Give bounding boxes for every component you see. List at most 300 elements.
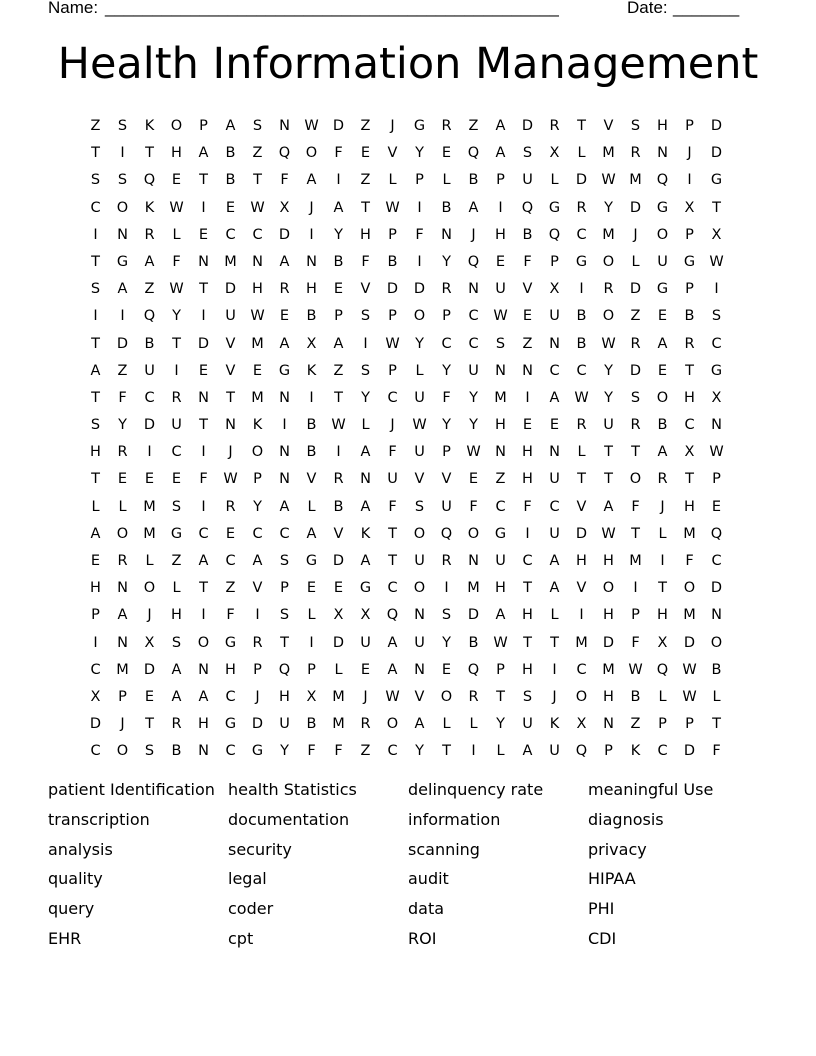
grid-cell[interactable]: H (252, 281, 263, 298)
grid-cell[interactable]: B (441, 199, 452, 216)
grid-cell[interactable]: G (656, 199, 669, 216)
grid-cell[interactable]: I (147, 444, 152, 461)
grid-cell[interactable]: C (684, 417, 695, 434)
grid-cell[interactable]: W (250, 308, 265, 325)
grid-cell[interactable]: L (496, 743, 505, 760)
grid-cell[interactable]: O (656, 226, 669, 243)
grid-cell[interactable]: T (685, 362, 694, 379)
grid-cell[interactable]: E (90, 553, 101, 569)
grid-cell[interactable]: I (93, 634, 98, 651)
grid-cell[interactable]: A (171, 688, 182, 705)
grid-cell[interactable]: U (360, 634, 371, 651)
grid-cell[interactable]: W (331, 417, 346, 434)
grid-cell[interactable]: P (388, 362, 397, 379)
grid-cell[interactable]: O (656, 389, 669, 406)
grid-cell[interactable]: N (198, 253, 209, 270)
grid-cell[interactable]: B (306, 417, 317, 434)
grid-cell[interactable]: E (225, 199, 236, 216)
grid-cell[interactable]: N (198, 389, 209, 406)
grid-cell[interactable]: L (658, 688, 667, 705)
grid-cell[interactable]: A (252, 553, 263, 569)
grid-cell[interactable]: P (253, 661, 262, 678)
grid-cell[interactable]: S (630, 389, 641, 406)
grid-cell[interactable]: Q (467, 661, 480, 678)
grid-cell[interactable]: X (333, 607, 344, 624)
grid-cell[interactable]: D (143, 417, 156, 434)
grid-cell[interactable]: C (198, 525, 209, 542)
grid-cell[interactable]: B (306, 716, 317, 733)
grid-cell[interactable]: T (388, 525, 397, 542)
grid-cell[interactable]: V (387, 145, 398, 162)
grid-cell[interactable]: X (144, 634, 155, 651)
grid-cell[interactable]: T (91, 471, 100, 488)
grid-cell[interactable]: R (684, 335, 695, 352)
grid-cell[interactable]: W (385, 335, 400, 352)
grid-cell[interactable]: I (93, 308, 98, 325)
grid-cell[interactable]: C (90, 661, 101, 678)
grid-cell[interactable]: U (603, 417, 614, 434)
grid-cell[interactable]: D (143, 661, 156, 678)
grid-cell[interactable]: W (493, 308, 508, 325)
grid-cell[interactable]: M (224, 253, 237, 270)
grid-cell[interactable]: A (306, 525, 317, 542)
grid-cell[interactable]: I (660, 553, 665, 569)
grid-cell[interactable]: R (630, 145, 641, 162)
grid-cell[interactable]: M (143, 525, 156, 542)
grid-cell[interactable]: H (279, 688, 290, 705)
grid-cell[interactable]: C (252, 525, 263, 542)
grid-cell[interactable]: F (388, 498, 397, 515)
grid-cell[interactable]: R (117, 444, 128, 461)
grid-cell[interactable]: M (251, 389, 264, 406)
grid-cell[interactable]: Z (117, 362, 128, 379)
grid-cell[interactable]: S (90, 417, 101, 434)
grid-cell[interactable]: T (199, 417, 208, 434)
grid-cell[interactable]: D (683, 634, 696, 651)
grid-cell[interactable]: A (117, 281, 128, 298)
grid-cell[interactable]: C (549, 498, 560, 515)
grid-cell[interactable]: D (575, 525, 588, 542)
grid-cell[interactable]: H (657, 607, 668, 624)
grid-cell[interactable]: T (172, 335, 181, 352)
grid-cell[interactable]: E (333, 580, 344, 597)
grid-cell[interactable]: B (333, 498, 344, 515)
grid-cell[interactable]: A (657, 444, 668, 461)
grid-cell[interactable]: W (601, 525, 616, 542)
grid-cell[interactable]: C (468, 335, 479, 352)
grid-cell[interactable]: C (576, 362, 587, 379)
grid-cell[interactable]: S (117, 118, 128, 134)
grid-cell[interactable]: O (116, 525, 129, 542)
grid-cell[interactable]: H (522, 661, 533, 678)
grid-cell[interactable]: D (332, 553, 345, 569)
grid-cell[interactable]: A (198, 553, 209, 569)
grid-cell[interactable]: M (332, 716, 345, 733)
grid-cell[interactable]: B (522, 226, 533, 243)
grid-cell[interactable]: J (309, 199, 314, 216)
grid-cell[interactable]: I (633, 580, 638, 597)
grid-cell[interactable]: A (360, 498, 371, 515)
name-field[interactable]: ________________________________________________ (105, 0, 559, 17)
grid-cell[interactable]: M (494, 389, 507, 406)
grid-cell[interactable]: I (120, 308, 125, 325)
grid-cell[interactable]: Z (360, 743, 371, 760)
grid-cell[interactable]: C (225, 743, 236, 760)
date-field[interactable]: _______ (673, 0, 740, 17)
grid-cell[interactable]: J (120, 716, 125, 733)
grid-cell[interactable]: C (225, 553, 236, 569)
grid-cell[interactable]: H (90, 580, 101, 597)
grid-cell[interactable]: P (442, 308, 451, 325)
grid-cell[interactable]: T (145, 716, 154, 733)
grid-cell[interactable]: F (334, 145, 343, 162)
grid-cell[interactable]: D (629, 199, 642, 216)
grid-cell[interactable]: L (577, 444, 586, 461)
grid-cell[interactable]: T (199, 580, 208, 597)
grid-cell[interactable]: D (710, 580, 723, 597)
grid-cell[interactable]: Y (496, 716, 505, 733)
grid-cell[interactable]: D (467, 607, 480, 624)
grid-cell[interactable]: C (252, 226, 263, 243)
grid-cell[interactable]: E (360, 661, 371, 678)
grid-cell[interactable]: G (548, 199, 561, 216)
grid-cell[interactable]: A (360, 553, 371, 569)
grid-cell[interactable]: M (332, 688, 345, 705)
grid-cell[interactable]: L (550, 607, 559, 624)
grid-cell[interactable]: D (332, 118, 345, 134)
grid-cell[interactable]: W (601, 335, 616, 352)
grid-cell[interactable]: V (522, 281, 533, 298)
grid-cell[interactable]: A (90, 362, 101, 379)
grid-cell[interactable]: T (604, 444, 613, 461)
grid-cell[interactable]: T (253, 172, 262, 189)
grid-cell[interactable]: B (144, 335, 155, 352)
grid-cell[interactable]: C (90, 743, 101, 760)
grid-cell[interactable]: A (279, 335, 290, 352)
grid-cell[interactable]: V (576, 498, 587, 515)
grid-cell[interactable]: N (495, 444, 506, 461)
grid-cell[interactable]: L (172, 580, 181, 597)
grid-cell[interactable]: G (710, 362, 723, 379)
grid-cell[interactable]: U (171, 417, 182, 434)
grid-cell[interactable]: G (305, 553, 318, 569)
grid-cell[interactable]: F (172, 253, 181, 270)
grid-cell[interactable]: K (630, 743, 641, 760)
grid-cell[interactable]: X (684, 199, 695, 216)
grid-cell[interactable]: I (309, 389, 314, 406)
grid-cell[interactable]: D (386, 281, 399, 298)
grid-cell[interactable]: Z (630, 716, 641, 733)
grid-cell[interactable]: Z (630, 308, 641, 325)
grid-cell[interactable]: F (334, 743, 343, 760)
grid-cell[interactable]: F (631, 634, 640, 651)
grid-cell[interactable]: B (333, 253, 344, 270)
grid-cell[interactable]: H (495, 226, 506, 243)
grid-cell[interactable]: O (413, 308, 426, 325)
grid-cell[interactable]: Q (710, 525, 723, 542)
grid-cell[interactable]: N (198, 743, 209, 760)
grid-cell[interactable]: F (118, 389, 127, 406)
grid-cell[interactable]: N (711, 417, 722, 434)
grid-cell[interactable]: O (143, 580, 156, 597)
grid-cell[interactable]: F (442, 389, 451, 406)
grid-cell[interactable]: U (144, 362, 155, 379)
grid-cell[interactable]: N (468, 281, 479, 298)
grid-cell[interactable]: P (685, 281, 694, 298)
grid-cell[interactable]: K (144, 199, 155, 216)
grid-cell[interactable]: S (414, 498, 425, 515)
grid-cell[interactable]: P (307, 661, 316, 678)
grid-cell[interactable]: E (468, 471, 479, 488)
grid-cell[interactable]: U (414, 444, 425, 461)
grid-cell[interactable]: N (279, 389, 290, 406)
grid-cell[interactable]: B (630, 688, 641, 705)
grid-cell[interactable]: B (657, 417, 668, 434)
grid-cell[interactable]: B (576, 335, 587, 352)
grid-cell[interactable]: E (657, 308, 668, 325)
grid-cell[interactable]: L (658, 525, 667, 542)
grid-cell[interactable]: A (198, 688, 209, 705)
grid-cell[interactable]: P (604, 743, 613, 760)
grid-cell[interactable]: P (91, 607, 100, 624)
grid-cell[interactable]: O (440, 688, 453, 705)
grid-cell[interactable]: W (493, 634, 508, 651)
grid-cell[interactable]: U (549, 471, 560, 488)
grid-cell[interactable]: H (495, 580, 506, 597)
grid-cell[interactable]: R (252, 634, 263, 651)
grid-cell[interactable]: A (549, 389, 560, 406)
grid-cell[interactable]: B (225, 145, 236, 162)
grid-cell[interactable]: C (576, 226, 587, 243)
grid-cell[interactable]: S (279, 553, 290, 569)
grid-cell[interactable]: X (657, 634, 668, 651)
grid-cell[interactable]: N (495, 362, 506, 379)
grid-cell[interactable]: F (388, 444, 397, 461)
grid-cell[interactable]: B (387, 253, 398, 270)
grid-cell[interactable]: P (334, 308, 343, 325)
grid-cell[interactable]: S (171, 498, 182, 515)
grid-cell[interactable]: L (361, 417, 370, 434)
grid-cell[interactable]: P (550, 253, 559, 270)
grid-cell[interactable]: Y (415, 145, 424, 162)
grid-cell[interactable]: M (629, 172, 642, 189)
grid-cell[interactable]: E (522, 308, 533, 325)
grid-cell[interactable]: A (468, 199, 479, 216)
grid-cell[interactable]: G (278, 362, 291, 379)
grid-cell[interactable]: X (279, 199, 290, 216)
grid-cell[interactable]: A (198, 145, 209, 162)
grid-cell[interactable]: R (603, 281, 614, 298)
grid-cell[interactable]: N (117, 226, 128, 243)
grid-cell[interactable]: S (360, 308, 371, 325)
grid-cell[interactable]: J (471, 226, 476, 243)
grid-cell[interactable]: J (363, 688, 368, 705)
grid-cell[interactable]: W (466, 444, 481, 461)
grid-cell[interactable]: I (201, 444, 206, 461)
grid-cell[interactable]: W (601, 172, 616, 189)
grid-cell[interactable]: H (171, 145, 182, 162)
grid-cell[interactable]: E (657, 362, 668, 379)
grid-cell[interactable]: G (494, 525, 507, 542)
grid-cell[interactable]: T (496, 688, 505, 705)
grid-cell[interactable]: D (332, 634, 345, 651)
grid-cell[interactable]: T (91, 389, 100, 406)
grid-cell[interactable]: O (251, 444, 264, 461)
grid-cell[interactable]: Z (333, 362, 344, 379)
grid-cell[interactable]: M (116, 661, 129, 678)
grid-cell[interactable]: N (468, 553, 479, 569)
grid-cell[interactable]: O (116, 199, 129, 216)
grid-cell[interactable]: Y (172, 308, 181, 325)
grid-cell[interactable]: P (253, 471, 262, 488)
grid-cell[interactable]: C (522, 553, 533, 569)
grid-cell[interactable]: Z (495, 471, 506, 488)
grid-cell[interactable]: I (687, 172, 692, 189)
grid-cell[interactable]: A (306, 172, 317, 189)
grid-cell[interactable]: O (575, 688, 588, 705)
grid-cell[interactable]: V (306, 471, 317, 488)
grid-cell[interactable]: P (658, 716, 667, 733)
grid-cell[interactable]: I (525, 389, 530, 406)
grid-cell[interactable]: R (630, 417, 641, 434)
grid-cell[interactable]: T (712, 199, 721, 216)
grid-cell[interactable]: X (576, 716, 587, 733)
grid-cell[interactable]: W (628, 661, 643, 678)
grid-cell[interactable]: W (682, 688, 697, 705)
grid-cell[interactable]: T (199, 281, 208, 298)
grid-cell[interactable]: Y (415, 743, 424, 760)
grid-cell[interactable]: T (199, 172, 208, 189)
grid-cell[interactable]: M (251, 335, 264, 352)
grid-cell[interactable]: D (521, 118, 534, 134)
grid-cell[interactable]: G (170, 525, 183, 542)
grid-cell[interactable]: E (279, 308, 290, 325)
grid-cell[interactable]: N (252, 253, 263, 270)
grid-cell[interactable]: L (334, 661, 343, 678)
grid-cell[interactable]: I (417, 199, 422, 216)
grid-cell[interactable]: M (575, 634, 588, 651)
grid-cell[interactable]: R (657, 471, 668, 488)
grid-cell[interactable]: U (549, 525, 560, 542)
grid-cell[interactable]: C (90, 199, 101, 216)
grid-cell[interactable]: A (171, 661, 182, 678)
grid-cell[interactable]: W (304, 118, 319, 134)
grid-cell[interactable]: L (577, 145, 586, 162)
grid-cell[interactable]: W (223, 471, 238, 488)
grid-cell[interactable]: N (198, 661, 209, 678)
grid-cell[interactable]: F (469, 498, 478, 515)
grid-cell[interactable]: B (468, 634, 479, 651)
grid-cell[interactable]: T (631, 444, 640, 461)
grid-cell[interactable]: B (711, 661, 722, 678)
grid-cell[interactable]: G (656, 281, 669, 298)
grid-cell[interactable]: U (549, 308, 560, 325)
grid-cell[interactable]: Z (225, 580, 236, 597)
grid-cell[interactable]: V (360, 281, 371, 298)
grid-cell[interactable]: I (417, 253, 422, 270)
grid-cell[interactable]: N (657, 145, 668, 162)
grid-cell[interactable]: H (90, 444, 101, 461)
grid-cell[interactable]: W (169, 281, 184, 298)
grid-cell[interactable]: O (413, 525, 426, 542)
grid-cell[interactable]: Q (467, 145, 480, 162)
grid-cell[interactable]: N (414, 661, 425, 678)
grid-cell[interactable]: Q (575, 743, 588, 760)
grid-cell[interactable]: T (226, 389, 235, 406)
grid-cell[interactable]: M (143, 498, 156, 515)
grid-cell[interactable]: Y (118, 417, 127, 434)
grid-cell[interactable]: A (495, 607, 506, 624)
grid-cell[interactable]: T (604, 471, 613, 488)
grid-cell[interactable]: N (117, 580, 128, 597)
grid-cell[interactable]: F (712, 743, 721, 760)
grid-cell[interactable]: O (305, 145, 318, 162)
grid-cell[interactable]: I (201, 607, 206, 624)
grid-cell[interactable]: A (387, 661, 398, 678)
grid-cell[interactable]: A (279, 253, 290, 270)
grid-cell[interactable]: T (631, 525, 640, 542)
grid-cell[interactable]: A (549, 553, 560, 569)
grid-cell[interactable]: L (415, 362, 424, 379)
grid-cell[interactable]: I (93, 226, 98, 243)
grid-cell[interactable]: I (579, 281, 584, 298)
grid-cell[interactable]: C (468, 308, 479, 325)
grid-cell[interactable]: I (579, 607, 584, 624)
grid-cell[interactable]: A (522, 743, 533, 760)
grid-cell[interactable]: Z (144, 281, 155, 298)
grid-cell[interactable]: Y (280, 743, 289, 760)
grid-cell[interactable]: Z (90, 118, 101, 134)
grid-cell[interactable]: R (279, 281, 290, 298)
grid-cell[interactable]: R (630, 335, 641, 352)
grid-cell[interactable]: W (682, 661, 697, 678)
grid-cell[interactable]: L (145, 553, 154, 569)
grid-cell[interactable]: H (360, 226, 371, 243)
grid-cell[interactable]: R (144, 226, 155, 243)
grid-cell[interactable]: Q (386, 607, 399, 624)
grid-cell[interactable]: I (498, 199, 503, 216)
grid-cell[interactable]: R (333, 471, 344, 488)
grid-cell[interactable]: M (683, 525, 696, 542)
grid-cell[interactable]: C (495, 498, 506, 515)
grid-cell[interactable]: R (441, 281, 452, 298)
grid-cell[interactable]: U (279, 716, 290, 733)
grid-cell[interactable]: D (197, 335, 210, 352)
grid-cell[interactable]: C (387, 580, 398, 597)
grid-cell[interactable]: H (198, 716, 209, 733)
grid-cell[interactable]: Y (415, 335, 424, 352)
grid-cell[interactable]: I (201, 498, 206, 515)
grid-cell[interactable]: E (495, 253, 506, 270)
grid-cell[interactable]: N (441, 226, 452, 243)
grid-cell[interactable]: S (279, 607, 290, 624)
grid-cell[interactable]: S (144, 743, 155, 760)
grid-cell[interactable]: Q (143, 172, 156, 189)
grid-cell[interactable]: F (685, 553, 694, 569)
grid-cell[interactable]: F (415, 226, 424, 243)
grid-cell[interactable]: E (225, 525, 236, 542)
grid-cell[interactable]: Y (442, 253, 451, 270)
grid-cell[interactable]: T (577, 118, 586, 134)
grid-cell[interactable]: V (603, 118, 614, 134)
grid-cell[interactable]: P (712, 471, 721, 488)
grid-cell[interactable]: J (687, 145, 692, 162)
grid-cell[interactable]: P (496, 172, 505, 189)
grid-cell[interactable]: H (603, 607, 614, 624)
grid-cell[interactable]: Q (467, 253, 480, 270)
grid-cell[interactable]: L (442, 172, 451, 189)
grid-cell[interactable]: H (171, 607, 182, 624)
